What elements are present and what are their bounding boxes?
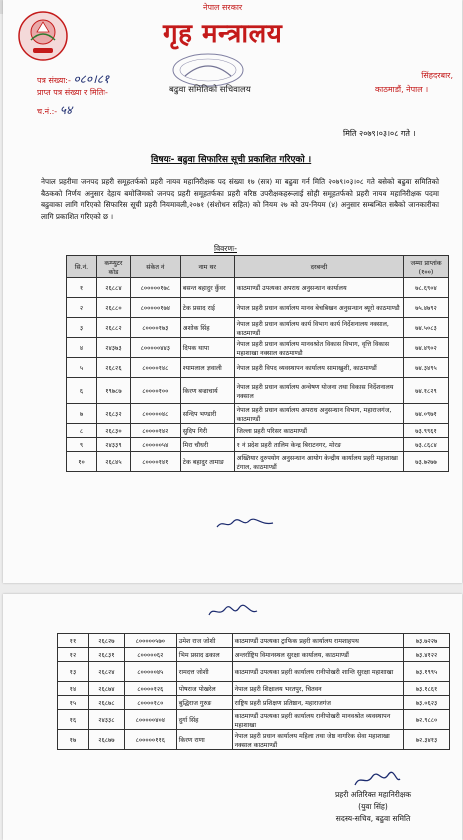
letter-date: मिति २०७९।०३।०८ गते ।: [343, 129, 416, 138]
cell-name: पोषराज पोखरेल: [176, 682, 232, 696]
header-serial: सि.नं.: [67, 256, 97, 278]
table-row: [58, 696, 450, 710]
cell-name: भिम प्रसाद ढकाल: [176, 648, 232, 662]
signatory-role: सदस्य-सचिव, बढुवा समिति: [335, 814, 411, 823]
cell-computer-code: २६८७८: [88, 696, 124, 710]
reference-number-row: [37, 70, 109, 87]
reference-number-label: पत्र संख्या:-: [37, 76, 71, 85]
cell-symbol-number: ८०००००४०४: [124, 710, 176, 730]
cell-symbol-number: ८००००१८०: [124, 696, 176, 710]
cell-serial: ८: [67, 424, 97, 438]
document-page-1: [3, 0, 462, 583]
cell-marks: ७३.१८६१: [404, 682, 450, 696]
cell-computer-code: २४३७३: [96, 338, 130, 358]
cell-symbol-number: ८००००१७३: [130, 318, 180, 338]
cell-office: काठमाण्डौं उपत्यका प्रहरी कार्यालय रानीपोखरी शान्ति सुरक्षा महाशाखा: [232, 662, 403, 682]
cell-serial: १: [67, 278, 97, 298]
cell-marks: ७४.१८२९: [404, 378, 449, 404]
cell-office: १ नं प्रदेश प्रहरी तालिम केन्द्र बिराटनगर, मोरङ: [234, 438, 403, 452]
signatory-title: प्रहरी अतिरिक्त महानिरीक्षक: [335, 790, 411, 799]
table-row: [58, 662, 450, 682]
cell-marks: ७४.४९०२: [404, 338, 449, 358]
cell-name: टेक बहादुर तामाङ: [180, 452, 234, 472]
section-name: बढुवा समितिको सचिवालय: [169, 85, 251, 95]
header-computer-code: कम्प्युटर कोड: [96, 256, 130, 278]
cell-serial: १०: [67, 452, 97, 472]
table-row: [67, 338, 449, 358]
table-row: [58, 634, 450, 648]
signatory-signature: [352, 770, 402, 790]
cell-serial: ४: [67, 338, 97, 358]
cell-serial: १३: [58, 662, 89, 682]
cell-name: सन्दिप भण्डारी: [180, 404, 234, 424]
cell-office: नेपाल प्रहरी प्रधान कार्यालय अपराध अनुसन्धान विभाग, महाराजगंज, काठमाण्डौं: [234, 404, 403, 424]
dispatch-number-row: [37, 101, 72, 118]
cell-computer-code: २६८३२: [96, 404, 130, 424]
cell-serial: १५: [58, 696, 89, 710]
cell-marks: ७३.४१२२: [404, 648, 450, 662]
cell-marks: ७३.०६२३: [404, 696, 450, 710]
cell-symbol-number: ८०००००४८: [130, 404, 180, 424]
cell-office: अख्तियार दुरुपयोग अनुसन्धान आयोग केन्द्रीय कार्यालय प्रहरी महाशाखा टंगाल, काठमाण्डौं: [234, 452, 403, 472]
header-office: दरबन्दी: [234, 256, 403, 278]
cell-computer-code: २६८८४: [96, 278, 130, 298]
cell-computer-code: २६८८०: [96, 298, 130, 318]
cell-computer-code: १९७८७: [96, 378, 130, 404]
cell-marks: ७३.९९६१: [404, 424, 449, 438]
cell-serial: १४: [58, 682, 89, 696]
cell-symbol-number: ८००००१४८: [130, 358, 180, 378]
cell-symbol-number: ८०००००१७४: [130, 298, 180, 318]
cell-symbol-number: ८००००१४२: [130, 424, 180, 438]
cell-symbol-number: ८०००००४४३: [130, 338, 180, 358]
annex-title: विवरणः-: [214, 244, 237, 253]
cell-serial: ७: [67, 404, 97, 424]
cell-name: किरण राणा: [176, 730, 232, 750]
table-row: [67, 424, 449, 438]
table-row: [67, 404, 449, 424]
header-name: नाम थर: [180, 256, 234, 278]
cell-marks: ७३.७२२७: [404, 634, 450, 648]
cell-computer-code: २६८७७: [88, 730, 124, 750]
cell-computer-code: २४३३८: [88, 710, 124, 730]
cell-computer-code: २६८२७: [88, 634, 124, 648]
cell-serial: ३: [67, 318, 97, 338]
cell-office: काठमाण्डौं उपत्यका ट्राफिक प्रहरी कार्यालय रामशाहपथ: [232, 634, 403, 648]
dispatch-number-value: ५४: [59, 103, 73, 117]
cell-symbol-number: ८०००००१७८: [130, 278, 180, 298]
table-row: [67, 438, 449, 452]
cell-office: काठमाण्डौं उपत्यका अपराध अनुसन्धान कार्यालय: [234, 278, 403, 298]
government-name: नेपाल सरकार: [203, 3, 243, 12]
cell-office: नेपाल प्रहरी विपद व्यवस्थापन कार्यालय सामाखुशी, काठमाण्डौं: [234, 358, 403, 378]
signature-mark: [215, 517, 275, 531]
cell-name: रामदत्त जोशी: [176, 662, 232, 682]
cell-name: दिपक थापा: [180, 338, 234, 358]
cell-name: दुर्गा सिंह: [176, 710, 232, 730]
cell-office: राष्ट्रिय प्रहरी प्रशिक्षण प्रतिष्ठान, महाराजगंज: [232, 696, 403, 710]
header-symbol-number: संकेत नं: [130, 256, 180, 278]
cell-office: नेपाल प्रहरी प्रधान कार्यालय मानवश्रोत विकास विभाग, वृत्ति विकास महाशाखा नक्साल काठमाण्डौ: [234, 338, 403, 358]
cell-office: काठमाण्डौं उपत्यका प्रहरी कार्यालय रानीपोखरी मानवश्रोत व्यवस्थापन महाशाखा: [232, 710, 403, 730]
letter-body: नेपाल प्रहरीमा जनपद प्रहरी समूहतर्फको प्रहरी नायव महानिरीक्षक पद संख्या १७ (सत्र) मा बढुवा गर्न मिति २०७९।०३।०८ गते बसेको बढुवा समितिको बैठकको निर्णय अनुसार देहाय बमोजिमको जनपद प्रहरी समूहतर्फका प्रहरी वरिष्ठ उपरीक्षकहरूलाई सोही समूहतर्फको प्रहरी नायव महानिरीक्षक पदमा बढुवाका लागि गरिएको सिफारिस सूची प्रहरी नियमावली,२०७१ (संशोधन सहित) को नियम २७ को उप-नियम (४) अनुसार सम्बन्धित सबैको जानकारीका लागि प्रकाशित गरिएको छ ।: [41, 177, 439, 221]
cell-symbol-number: ८०००००६२: [124, 648, 176, 662]
recommendation-table: [66, 255, 449, 472]
cell-serial: २: [67, 298, 97, 318]
cell-serial: १२: [58, 648, 89, 662]
table-row: [67, 358, 449, 378]
cell-serial: ६: [67, 378, 97, 404]
cell-computer-code: २६८३१: [88, 648, 124, 662]
cell-name: टेक प्रसाद राई: [180, 298, 234, 318]
header-marks: जम्मा प्राप्तांक (१००): [404, 256, 449, 278]
cell-marks: ७२.९८८०: [404, 710, 450, 730]
cell-office: नेपाल प्रहरी शिक्षालय भरतपुर, चितवन: [232, 682, 403, 696]
recommendation-table-continued: [57, 633, 450, 750]
cell-marks: ७३.७२७७: [404, 452, 449, 472]
cell-computer-code: २६८२४: [88, 662, 124, 682]
cell-symbol-number: ८००००१००: [130, 378, 180, 404]
incoming-letter-label: प्राप्त पत्र संख्या र मितिः-: [37, 88, 108, 97]
cell-computer-code: २६८३०: [96, 424, 130, 438]
cell-symbol-number: ८०००००४५: [124, 662, 176, 682]
signatory-name: (युवा सिंह): [358, 802, 388, 811]
table-row: [67, 318, 449, 338]
cell-name: श्यामलाल ज्ञवाली: [180, 358, 234, 378]
dispatch-number-label: च.नं.:-: [37, 107, 58, 116]
cell-office: जिल्ला प्रहरी परिसर काठमाण्डौं: [234, 424, 403, 438]
document-page-2: [3, 594, 462, 840]
cell-office: अन्तर्राष्ट्रिय विमानस्थल सुरक्षा कार्यालय, काठमाण्डौं: [232, 648, 403, 662]
cell-computer-code: २६८८२: [96, 318, 130, 338]
nepal-emblem-icon: [17, 10, 69, 62]
cell-name: बसन्त बहादुर कुँवर: [180, 278, 234, 298]
cell-computer-code: २६८७४: [88, 682, 124, 696]
cell-serial: १६: [58, 710, 89, 730]
cell-serial: ५: [67, 358, 97, 378]
cell-symbol-number: ८०००००५७०: [124, 634, 176, 648]
table-row: [67, 298, 449, 318]
cell-computer-code: २४३३९: [96, 438, 130, 452]
cell-marks: ७४.५०८३: [404, 318, 449, 338]
cell-name: अशोक सिंह: [180, 318, 234, 338]
cell-symbol-number: ८००००१२६: [124, 682, 176, 696]
table-row: [67, 278, 449, 298]
letter-subject: विषयः- बढुवा सिफारिस सूची प्रकाशित गरिएको ।: [151, 155, 312, 165]
cell-computer-code: २६८२६: [96, 358, 130, 378]
cell-serial: ११: [58, 634, 89, 648]
cell-office: नेपाल प्रहरी प्रधान कार्यालय मानव बेचबिखन अनुसन्धान ब्यूरो काठमाण्डौ: [234, 298, 403, 318]
table-row: [67, 378, 449, 404]
ministry-name: गृह मन्त्रालय: [163, 19, 283, 49]
cell-symbol-number: ८०००००११६: [124, 730, 176, 750]
cell-name: किरण बज्राचार्य: [180, 378, 234, 404]
table-row: [58, 682, 450, 696]
cell-marks: ७४.०९७१: [404, 404, 449, 424]
office-stamp: [171, 52, 245, 88]
signature-mark: [207, 603, 259, 621]
cell-marks: ७८.६९०४: [404, 278, 449, 298]
cell-name: बुद्धिराज गुरुङ: [176, 696, 232, 710]
table-row: [58, 648, 450, 662]
cell-office: नेपाल प्रहरी प्रधान कार्यालय महिला तथा जेष्ठ नागरिक सेवा महाशाखा नक्साल काठमाण्डौं: [232, 730, 403, 750]
cell-name: मिरा चौधरी: [180, 438, 234, 452]
cell-symbol-number: ८००००१४१: [130, 452, 180, 472]
cell-marks: ७३.८६८४: [404, 438, 449, 452]
cell-marks: ७२.३४१३: [404, 730, 450, 750]
cell-name: सुदिप गिरी: [180, 424, 234, 438]
cell-name: उमेश राज जोशी: [176, 634, 232, 648]
cell-serial: ९: [67, 438, 97, 452]
table-row: [58, 730, 450, 750]
cell-marks: ७४.३४९५: [404, 358, 449, 378]
cell-marks: ७५.४७९२: [404, 298, 449, 318]
cell-computer-code: २६८४५: [96, 452, 130, 472]
table-row: [67, 452, 449, 472]
cell-marks: ७३.१९९५: [404, 662, 450, 682]
cell-office: नेपाल प्रहरी प्रधान कार्यालय कार्य विभाग कार्य निर्देशनालय नक्साल, काठमाण्डौं: [234, 318, 403, 338]
reference-number-value: ०८०।८१: [73, 72, 110, 86]
cell-office: नेपाल प्रहरी प्रधान कार्यालय अन्वेषण योजना तथा विकास निर्देशनालय नक्साल: [234, 378, 403, 404]
address-area: सिंहदरबार,: [421, 71, 453, 80]
cell-serial: १७: [58, 730, 89, 750]
address-city: काठमाडौं, नेपाल ।: [375, 85, 429, 94]
table-row: [58, 710, 450, 730]
cell-symbol-number: ८०००००५४: [130, 438, 180, 452]
